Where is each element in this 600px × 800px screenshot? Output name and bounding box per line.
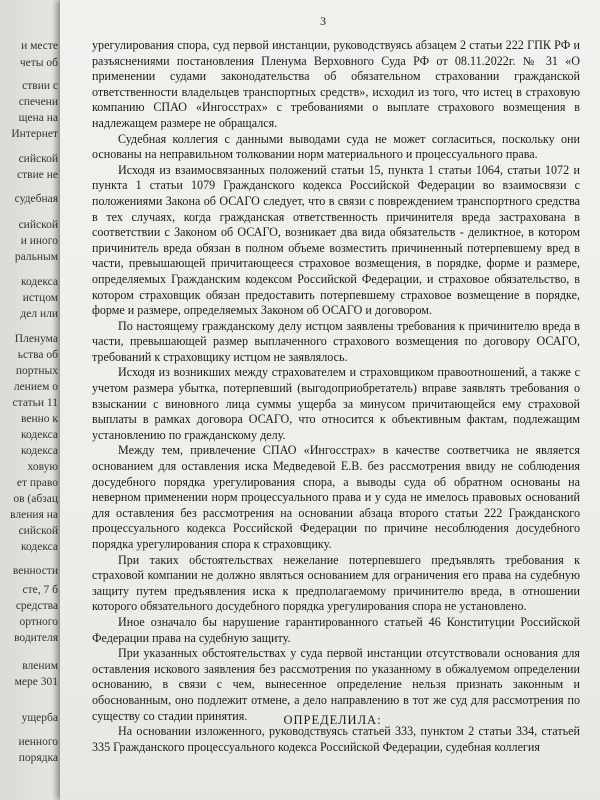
underlying-page-text: портных bbox=[15, 365, 58, 377]
paragraph-3: Исходя из взаимосвязанных положений статьи 15, пункта 1 статьи 1064, статьи 1072 и пункта 1 статьи 1079 Гражданского кодекса Российской Федерации во взаимосвязи с положениями Закона об ОСАГО следует, что в связи с повреждением транспортного средства в тех случаях, когда гражданская ответственность причинителя вреда застрахована в соответствии с Законом об ОСАГО, возникает два вида обязательств - деликтное, в котором причинитель вреда обязан в полном объеме возместить причиненный потерпевшему вред в части, превышающей причитающееся страховое возмещения, в порядке, форме и размере, определяемых Гражданским кодексом Российской Федерации, и страховое обязательство, в котором страховщик обязан предоставить потерпевшему страховое возмещение в порядке, форме и размере, определяемых Законом об ОСАГО и договором. bbox=[92, 162, 580, 318]
underlying-page-text: ортного bbox=[19, 616, 58, 628]
underlying-page-text: ствии с bbox=[22, 80, 58, 92]
paragraph-9: При указанных обстоятельствах у суда первой инстанции отсутствовали основания для оставления искового заявления без рассмотрения по указанному в обжалуемом определении основанию, в связи с чем, вынесенное определение нельзя признать законным и обоснованным, оно подлежит отмене, а дело направлению в тот же суд для рассмотрения по существу со стадии принятия. bbox=[92, 646, 580, 723]
underlying-page-text: водителя bbox=[14, 632, 58, 644]
underlying-page-text: ральным bbox=[14, 251, 58, 263]
underlying-page-text: сте, 7 б bbox=[22, 584, 58, 596]
document-body bbox=[92, 38, 580, 755]
underlying-page-text: мере 301 bbox=[14, 676, 58, 688]
underlying-page-text: лением о bbox=[13, 381, 58, 393]
underlying-page-text: ствие не bbox=[17, 169, 58, 181]
paragraph-1: урегулирования спора, суд первой инстанции, руководствуясь абзацем 2 статьи 222 ГПК РФ и разъяснениями постановления Пленума Верховного Суда РФ от 08.11.2022г. № 31 «О применении судами законодательства об обязательном страховании гражданской ответственности владельцев транспортных средств», исходил из того, что истец в страховую компанию СПАО «Ингосстрах» с требованиями о выплате страхового возмещения в надлежащем размере не обращался. bbox=[92, 38, 580, 130]
underlying-page-text: ет право bbox=[16, 477, 58, 489]
underlying-page-text: ов (абзац bbox=[13, 493, 58, 505]
underlying-page-text: средства bbox=[15, 600, 58, 612]
underlying-page-text: иенного bbox=[18, 736, 58, 748]
underlying-page-text: порядка bbox=[18, 752, 58, 764]
paragraph-8: Иное означало бы нарушение гарантированного статьей 46 Конституции Российской Федерации права на судебную защиту. bbox=[92, 614, 580, 645]
underlying-page-text: сийской bbox=[18, 153, 58, 165]
paragraph-6: Между тем, привлечение СПАО «Ингосстрах» в качестве соответчика не является основанием для оставления иска Медведевой Е.В. без рассмотрения ввиду не соблюдения досудебного порядка урегулирования спора, а выводы суда об обратном основаны на неверном применении норм процессуального права и у суда не имелось правовых оснований для оставления без рассмотрения на основании абзаца второго статьи 222 Гражданского процессуального кодекса Российской Федерации по причине несоблюдения досудебного порядка урегулирования спора к страховщику. bbox=[92, 443, 580, 551]
underlying-page-text: Интернет bbox=[11, 128, 58, 140]
paragraph-10: На основании изложенного, руководствуясь статьей 333, пунктом 2 статьи 334, статьей 335 Гражданского процессуального кодекса Российской Федерации, судебная коллегия bbox=[92, 724, 580, 754]
underlying-page-text: кодекса bbox=[20, 429, 58, 441]
paragraph-2: Судебная коллегия с данными выводами суда не может согласиться, поскольку они основаны на неправильном толковании норм материального и процессуального права. bbox=[92, 131, 580, 162]
page-number: 3 bbox=[320, 14, 326, 28]
underlying-page-text: кодекса bbox=[20, 276, 58, 288]
underlying-page-text: четы об bbox=[19, 57, 58, 69]
underlying-page-text: дел или bbox=[20, 308, 58, 320]
underlying-page-text: спечени bbox=[18, 96, 58, 108]
document-page bbox=[60, 0, 600, 800]
underlying-page-text: истцом bbox=[22, 292, 58, 304]
underlying-page-text: и иного bbox=[20, 235, 58, 247]
underlying-page-text: венно к bbox=[21, 413, 58, 425]
ruling-heading: ОПРЕДЕЛИЛА: bbox=[283, 713, 382, 727]
underlying-page-text: ущерба bbox=[21, 712, 58, 724]
underlying-page-edge bbox=[0, 0, 64, 800]
underlying-page-text: Пленума bbox=[14, 333, 58, 345]
underlying-page-text: кодекса bbox=[20, 445, 58, 457]
underlying-page-text: ховую bbox=[27, 461, 58, 473]
underlying-page-text: щена на bbox=[18, 112, 58, 124]
underlying-page-text: судебная bbox=[14, 193, 58, 205]
underlying-page-text: статьи 11 bbox=[12, 397, 58, 409]
underlying-page-text: сийской bbox=[18, 525, 58, 537]
paragraph-7: При таких обстоятельствах нежелание потерпевшего предъявлять требования к страховой компании не должно являться основанием для ограничения его права на судебную защиту путем предъявления иска к предполагаемому причинителю вреда, в отношении которого обязательного досудебного порядка урегулирования спора не установлено. bbox=[92, 552, 580, 614]
underlying-page-text: ьства об bbox=[17, 349, 58, 361]
underlying-page-text: вления на bbox=[10, 509, 58, 521]
underlying-page-text: и месте bbox=[21, 40, 58, 52]
underlying-page-text: венности bbox=[12, 565, 58, 577]
underlying-page-text: сийской bbox=[18, 219, 58, 231]
underlying-page-text: кодекса bbox=[20, 541, 58, 553]
underlying-page-text: вленим bbox=[22, 660, 58, 672]
paragraph-5: Исходя из возникших между страхователем и страховщиком правоотношений, а также с учетом размера убытка, потерпевший (выгодоприобретатель) вправе заявлять требования о взыскании с виновного лица суммы ущерба за минусом причитающейся ему страховой выплаты в рамках договора ОСАГО, что относится к объективным фактам, подлежащим установлению по гражданскому делу. bbox=[92, 365, 580, 442]
paragraph-4: По настоящему гражданскому делу истцом заявлены требования к причинителю вреда в части, превышающей размер выплаченного страхового возмещения по договору ОСАГО, требований к страховщику истцом не заявлялось. bbox=[92, 318, 580, 364]
